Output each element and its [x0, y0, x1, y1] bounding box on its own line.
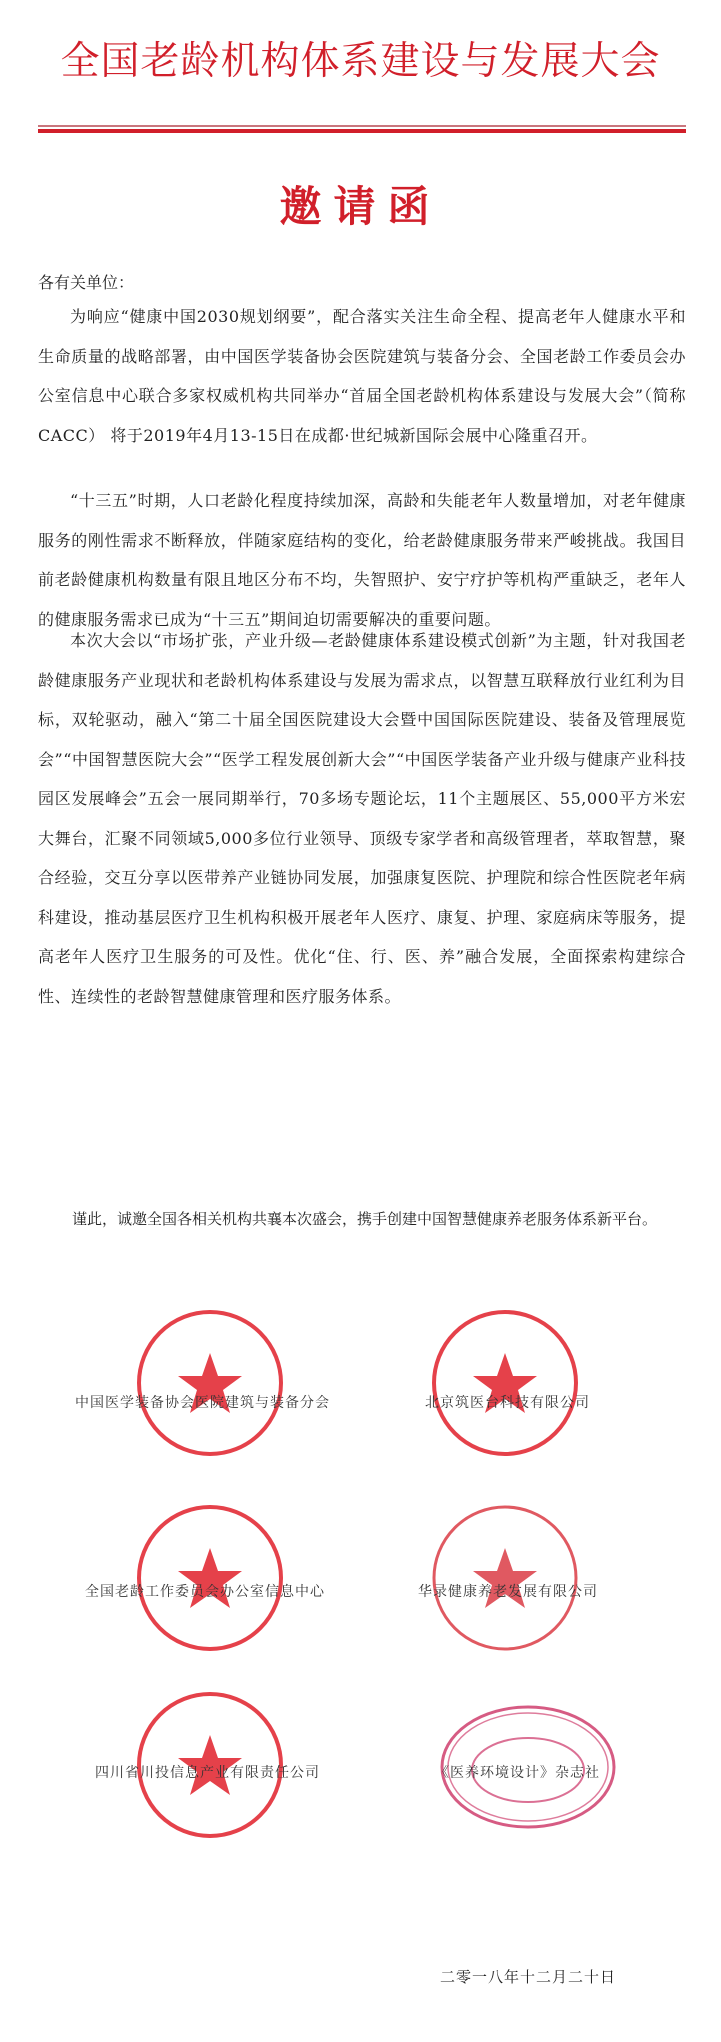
paragraph-intro: 为响应“健康中国2030规划纲要”，配合落实关注生命全程、提高老年人健康水平和生命质量的战略部署，由中国医学装备协会医院建筑与装备分会、全国老龄工作委员会办公室信息中心联合多家权威机构共同举办“首届全国老龄机构体系建设与发展大会”（简称CACC） 将于2019年4月13-15日在成都·世纪城新国际会展中心隆重召开。	[38, 307, 686, 445]
seal-stamp-3	[135, 1503, 285, 1653]
organizer-caption: 全国老龄工作委员会办公室信息中心	[85, 1584, 325, 1600]
organizer-row-1	[0, 1300, 721, 1470]
issue-date: 二零一八年十二月二十日	[440, 1968, 617, 1986]
closing-invitation: 谨此，诚邀全国各相关机构共襄本次盛会，携手创建中国智慧健康养老服务体系新平台。	[72, 1210, 658, 1228]
conference-title: 全国老龄机构体系建设与发展大会	[60, 39, 661, 84]
organizer-caption: 华录健康养老发展有限公司	[418, 1584, 598, 1600]
red-circle-seal-icon	[135, 1308, 285, 1458]
organizer-row-3	[0, 1680, 721, 1850]
red-circle-seal-icon	[430, 1308, 580, 1458]
seal-stamp-4	[430, 1503, 580, 1653]
organizer-caption: 北京筑医台科技有限公司	[425, 1395, 590, 1411]
organizer-caption: 中国医学装备协会医院建筑与装备分会	[75, 1395, 330, 1411]
invitation-heading: 邀请函	[279, 182, 442, 231]
header-divider-thick	[38, 129, 686, 133]
organizer-caption: 《医养环境设计》杂志社	[435, 1765, 600, 1781]
red-circle-seal-icon	[135, 1503, 285, 1653]
red-circle-seal-icon	[430, 1503, 580, 1653]
header-divider-thin	[38, 125, 686, 127]
salutation: 各有关单位：	[38, 273, 135, 292]
seal-stamp-1	[135, 1308, 285, 1458]
organizer-caption: 四川省川投信息产业有限责任公司	[95, 1765, 320, 1781]
seal-stamp-2	[430, 1308, 580, 1458]
organizer-row-2	[0, 1495, 721, 1665]
paragraph-background: “十三五”时期，人口老龄化程度持续加深，高龄和失能老年人数量增加，对老年健康服务的刚性需求不断释放，伴随家庭结构的变化，给老龄健康服务带来严峻挑战。我国目前老龄健康机构数量有限且地区分布不均，失智照护、安宁疗护等机构严重缺乏，老年人的健康服务需求已成为“十三五”期间迫切需要解决的重要问题。	[38, 491, 686, 629]
paragraph-theme: 本次大会以“市场扩张，产业升级—老龄健康体系建设模式创新”为主题，针对我国老龄健康服务产业现状和老龄机构体系建设与发展为需求点，以智慧互联释放行业红利为目标，双轮驱动，融入“第二十届全国医院建设大会暨中国国际医院建设、装备及管理展览会”“中国智慧医院大会”“医学工程发展创新大会”“中国医学装备产业升级与健康产业科技园区发展峰会”五会一展同期举行，70多场专题论坛，11个主题展区、55,000平方米宏大舞台，汇聚不同领域5,000多位行业领导、顶级专家学者和高级管理者，萃取智慧，聚合经验，交互分享以医带养产业链协同发展，加强康复医院、护理院和综合性医院老年病科建设，推动基层医疗卫生机构积极开展老年人医疗、康复、护理、家庭病床等服务，提高老年人医疗卫生服务的可及性。优化“住、行、医、养”融合发展，全面探索构建综合性、连续性的老龄智慧健康管理和医疗服务体系。	[38, 631, 686, 1006]
